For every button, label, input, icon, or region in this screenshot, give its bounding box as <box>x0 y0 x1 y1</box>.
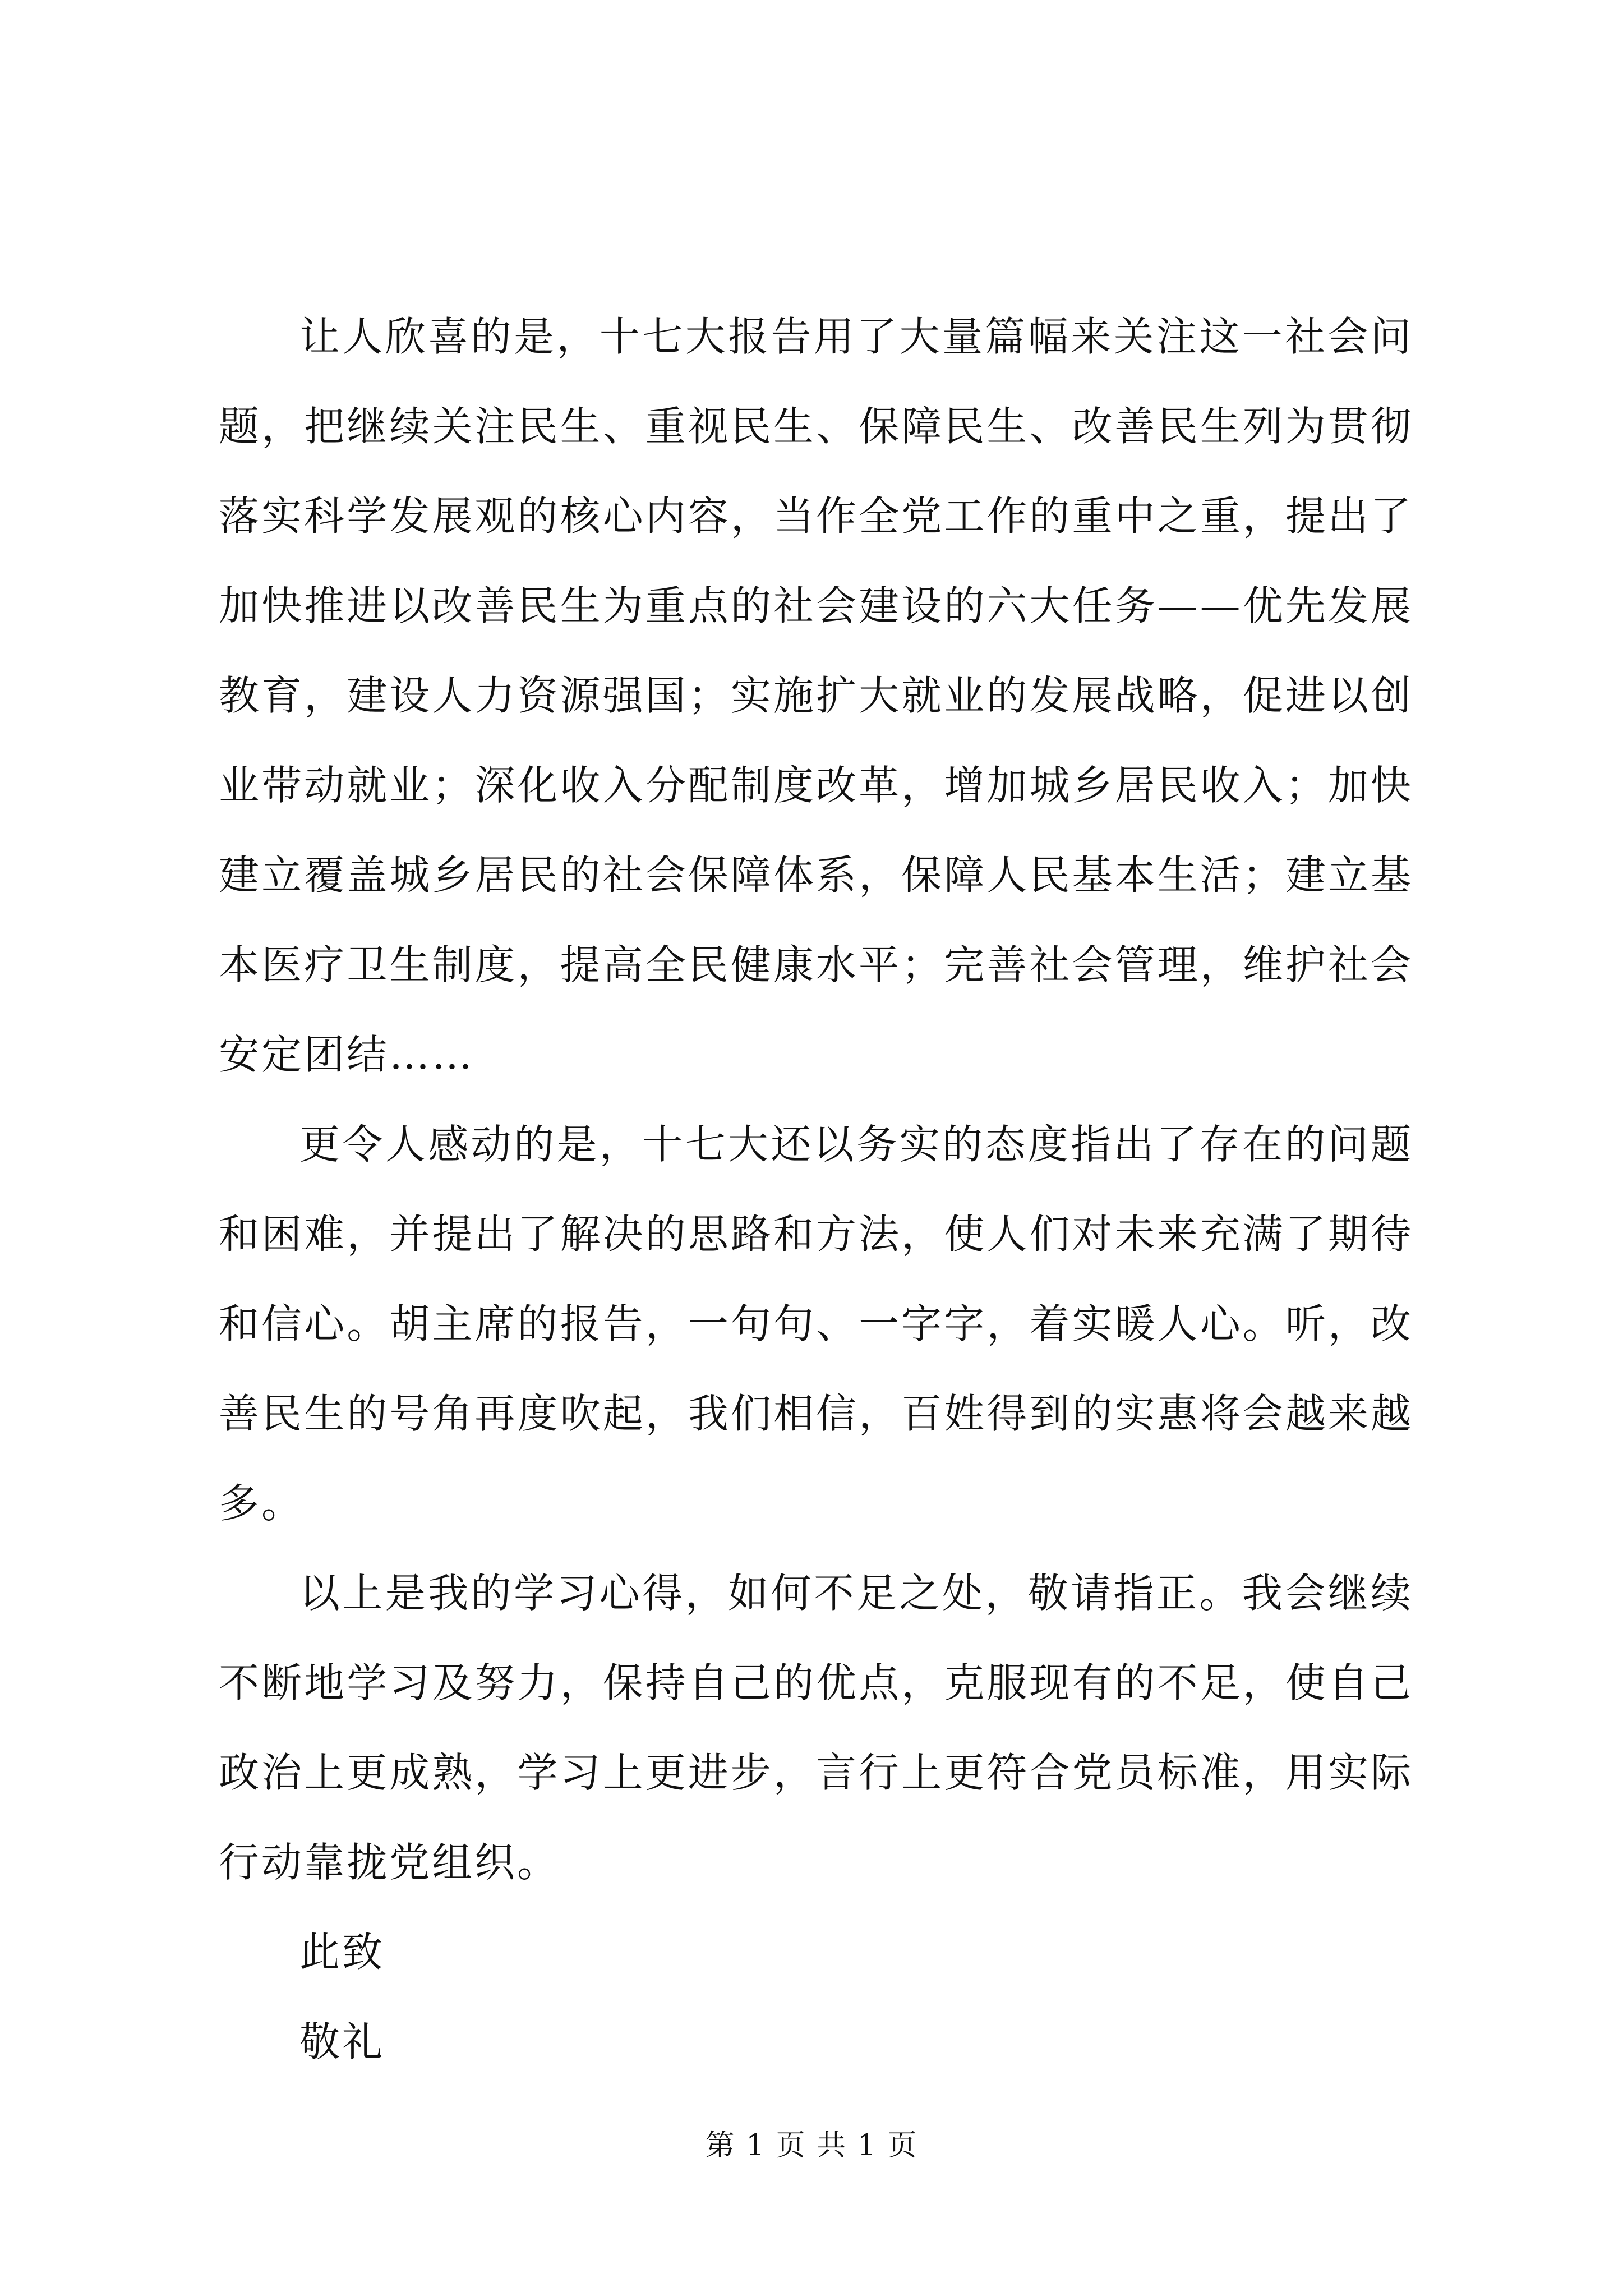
paragraph-1: 让人欣喜的是，十七大报告用了大量篇幅来关注这一社会问题，把继续关注民生、重视民生、保障民生、改善民生列为贯彻落实科学发展观的核心内容，当作全党工作的重中之重，提出了加快推进以改善民生为重点的社会建设的六大任务——优先发展教育，建设人力资源强国；实施扩大就业的发展战略，促进以创业带动就业；深化收入分配制度改革，增加城乡居民收入；加快建立覆盖城乡居民的社会保障体系，保障人民基本生活；建立基本医疗卫生制度，提高全民健康水平；完善社会管理，维护社会安定团结…… <box>219 313 1413 1078</box>
paragraph-3: 以上是我的学习心得，如何不足之处，敬请指正。我会继续不断地学习及努力，保持自己的优点，克服现有的不足，使自己政治上更成熟，学习上更进步，言行上更符合党员标准，用实际行动靠拢党组织。 <box>219 1570 1413 1886</box>
document-body <box>219 292 1413 2087</box>
closing-salutation: 此致 <box>299 1929 385 1976</box>
closing-regards: 敬礼 <box>299 2018 385 2065</box>
paragraph-2: 更令人感动的是，十七大还以务实的态度指出了存在的问题和困难，并提出了解决的思路和方法，使人们对未来充满了期待和信心。胡主席的报告，一句句、一字字，着实暖人心。听，改善民生的号角再度吹起，我们相信，百姓得到的实惠将会越来越多。 <box>219 1121 1413 1527</box>
page-footer: 第 1 页 共 1 页 <box>705 2129 918 2162</box>
